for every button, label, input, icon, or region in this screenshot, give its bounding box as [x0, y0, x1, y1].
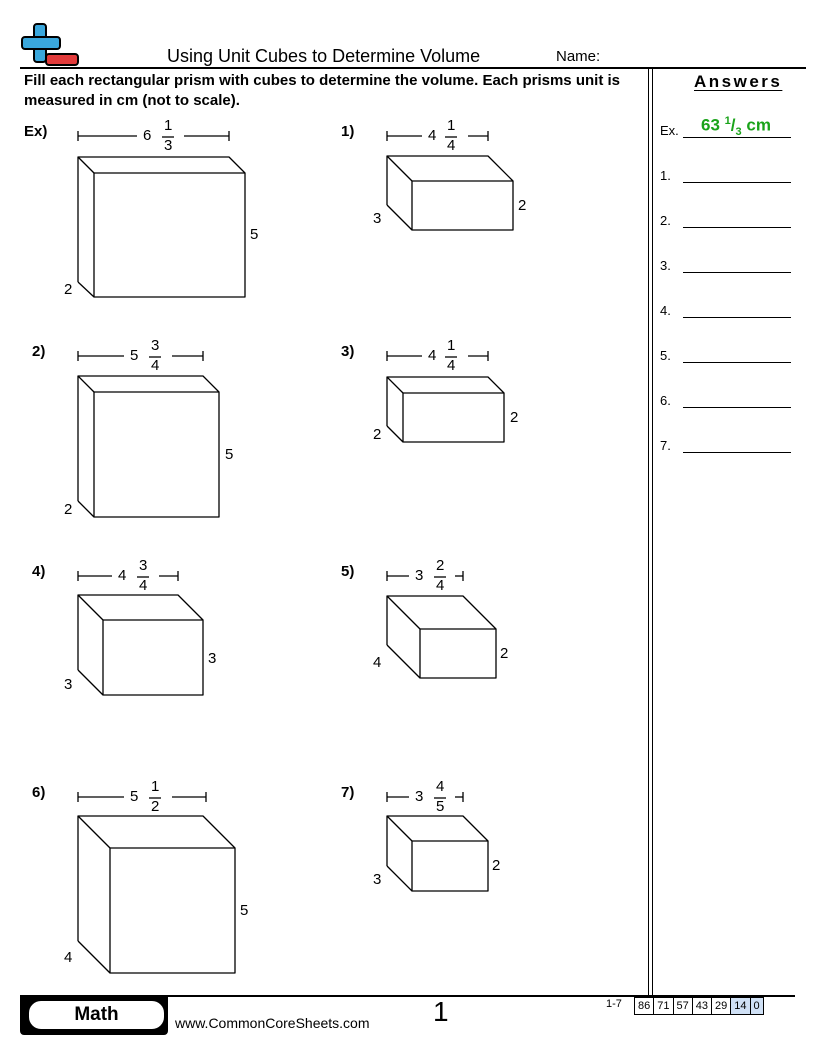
score-cell: 86	[635, 998, 654, 1015]
length-whole: 4	[118, 567, 127, 584]
length-bar-1	[387, 131, 488, 141]
length-numerator: 2	[436, 557, 445, 574]
answer-number: 3.	[660, 258, 671, 273]
height-label: 5	[225, 446, 234, 463]
depth-label: 2	[64, 281, 73, 298]
depth-label: 4	[373, 654, 382, 671]
length-denominator: 3	[164, 137, 173, 154]
height-label: 5	[250, 226, 259, 243]
prism-6	[78, 816, 235, 973]
problem-label: Ex)	[24, 123, 48, 140]
height-label: 2	[510, 409, 519, 426]
prism-1	[387, 156, 513, 230]
problem-label: 4)	[32, 563, 46, 580]
score-cell: 43	[692, 998, 711, 1015]
page-title: Using Unit Cubes to Determine Volume	[167, 46, 481, 66]
answer-number: 1.	[660, 168, 671, 183]
height-label: 3	[208, 650, 217, 667]
answer-number: 6.	[660, 393, 671, 408]
depth-label: 2	[64, 501, 73, 518]
length-numerator: 1	[447, 117, 456, 134]
length-denominator: 4	[447, 357, 456, 374]
page-number: 1	[433, 996, 449, 1027]
answer-example-unit: cm	[746, 115, 771, 135]
length-whole: 3	[415, 788, 424, 805]
answer-number: 4.	[660, 303, 671, 318]
length-whole: 3	[415, 567, 424, 584]
length-numerator: 4	[436, 778, 445, 795]
depth-label: 2	[373, 426, 382, 443]
length-bar-7	[387, 792, 463, 802]
answer-example-value: 63 $^1/_3$ cm	[701, 115, 771, 139]
length-bar-3	[387, 351, 488, 361]
problem-label: 7)	[341, 784, 355, 801]
problem-label: 1)	[341, 123, 355, 140]
depth-label: 4	[64, 949, 73, 966]
problem-label: 2)	[32, 343, 46, 360]
answer-example-num: 1	[724, 115, 731, 127]
length-denominator: 5	[436, 798, 445, 815]
length-numerator: 1	[447, 337, 456, 354]
height-label: 2	[518, 197, 527, 214]
problem-label: 6)	[32, 784, 46, 801]
depth-label: 3	[373, 871, 382, 888]
prism-3	[387, 377, 504, 442]
depth-label: 3	[64, 676, 73, 693]
length-denominator: 2	[151, 798, 160, 815]
score-cell: 29	[712, 998, 731, 1015]
length-whole: 4	[428, 347, 437, 364]
problem-label: 3)	[341, 343, 355, 360]
problem-label: 5)	[341, 563, 355, 580]
length-denominator: 4	[447, 137, 456, 154]
length-numerator: 1	[151, 778, 160, 795]
prism-7	[387, 816, 488, 891]
length-denominator: 4	[436, 577, 445, 594]
answer-number: 2.	[660, 213, 671, 228]
depth-label: 3	[373, 210, 382, 227]
answer-number: 7.	[660, 438, 671, 453]
prism-ex	[78, 157, 245, 297]
prism-5	[387, 596, 496, 678]
length-whole: 5	[130, 788, 139, 805]
length-bar-4	[78, 571, 178, 581]
length-numerator: 3	[139, 557, 148, 574]
length-numerator: 1	[164, 117, 173, 134]
answer-example-den: 3	[735, 126, 742, 139]
height-label: 2	[500, 645, 509, 662]
score-cell: 14	[731, 998, 750, 1015]
footer-url[interactable]: www.CommonCoreSheets.com	[175, 1015, 370, 1031]
length-denominator: 4	[151, 357, 160, 374]
prism-2	[78, 376, 219, 517]
length-numerator: 3	[151, 337, 160, 354]
length-whole: 4	[428, 127, 437, 144]
length-denominator: 4	[139, 577, 148, 594]
height-label: 2	[492, 857, 501, 874]
length-bar-2	[78, 351, 203, 361]
prism-4	[78, 595, 203, 695]
length-whole: 6	[143, 127, 152, 144]
instructions: Fill each rectangular prism with cubes to determine the volume. Each prisms unit is measured in cm (not to scale).	[24, 72, 620, 109]
score-cell: 71	[654, 998, 673, 1015]
score-range: 1-7	[606, 998, 622, 1010]
height-label: 5	[240, 902, 249, 919]
length-bar-5	[387, 571, 463, 581]
answers-heading: Answers	[694, 72, 783, 91]
score-cell: 57	[673, 998, 692, 1015]
score-table	[634, 997, 764, 1015]
answer-number: 5.	[660, 348, 671, 363]
subject-badge: Math	[27, 999, 166, 1031]
answer-example-whole: 63	[701, 115, 720, 135]
score-cell: 0	[750, 998, 763, 1015]
answer-example-label: Ex.	[660, 123, 679, 138]
length-bar-ex	[78, 131, 229, 141]
name-label: Name:	[556, 48, 601, 65]
length-whole: 5	[130, 347, 139, 364]
length-bar-6	[78, 792, 206, 802]
